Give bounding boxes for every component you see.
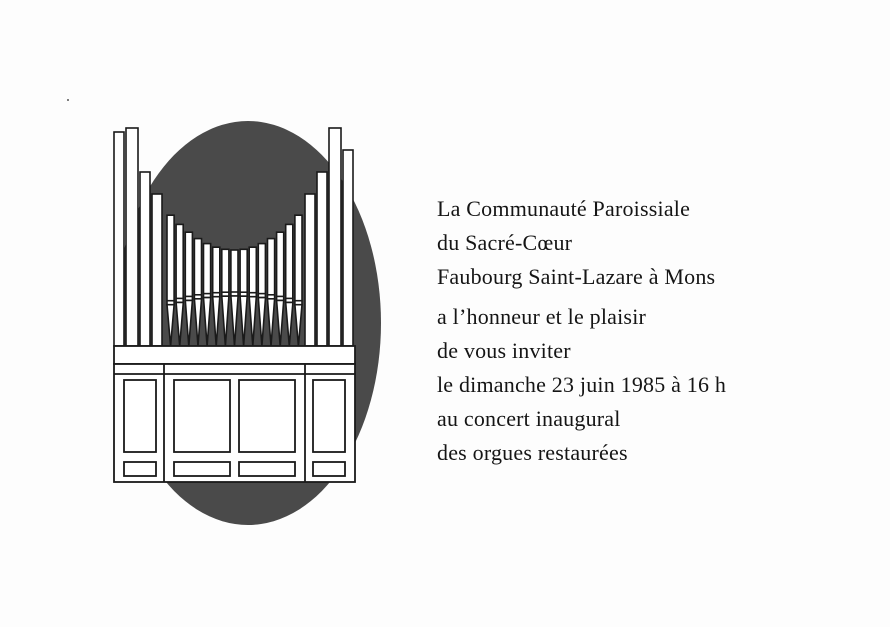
- pipe-organ-icon: [100, 110, 400, 530]
- organ-pipe: [152, 194, 162, 346]
- message-line: le dimanche 23 juin 1985 à 16 h: [437, 372, 727, 397]
- organ-pipe: [329, 128, 341, 346]
- organ-pipe: [295, 215, 302, 305]
- organ-pipe: [240, 249, 247, 296]
- organ-pipe: [185, 232, 192, 300]
- message-line: a l’honneur et le plaisir: [437, 304, 647, 329]
- host-line: Faubourg Saint-Lazare à Mons: [437, 264, 716, 289]
- organ-pipe: [204, 244, 211, 298]
- organ-pipe: [140, 172, 150, 346]
- organ-pipe: [231, 250, 238, 296]
- print-speck: [67, 99, 69, 101]
- organ-pipe: [194, 239, 201, 299]
- organ-pipe: [268, 239, 275, 299]
- organ-pipe: [126, 128, 138, 346]
- organ-pipe: [286, 224, 293, 302]
- organ-pipe: [213, 247, 220, 297]
- host-line: du Sacré-Cœur: [437, 230, 573, 255]
- organ-pipe: [258, 244, 265, 298]
- organ-pipe: [277, 232, 284, 300]
- organ-pipe: [114, 132, 124, 346]
- message-line: des orgues restaurées: [437, 440, 628, 465]
- organ-pipe: [317, 172, 327, 346]
- organ-pipe: [249, 247, 256, 297]
- organ-pipe: [343, 150, 353, 346]
- message-line: au concert inaugural: [437, 406, 621, 431]
- message-line: de vous inviter: [437, 338, 571, 363]
- organ-pipe: [222, 249, 229, 296]
- host-line: La Communauté Paroissiale: [437, 196, 691, 221]
- organ-case: [114, 346, 355, 482]
- organ-pipe: [305, 194, 315, 346]
- organ-pipe: [167, 215, 174, 305]
- organ-pipe: [176, 224, 183, 302]
- invitation-text: [437, 192, 857, 470]
